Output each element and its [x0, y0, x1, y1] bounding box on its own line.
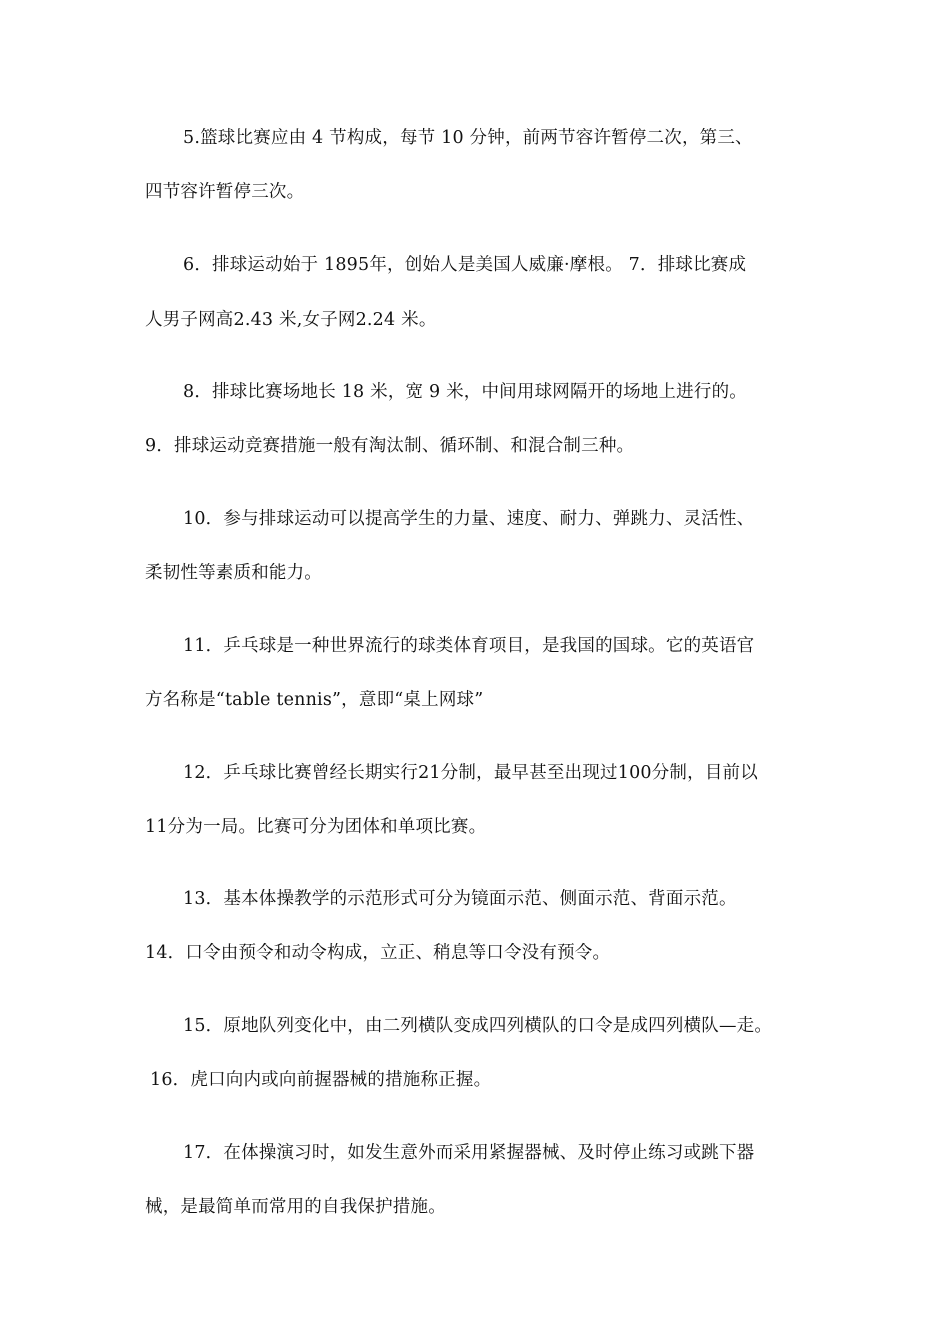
- text-line: 械，是最简单而常用的自我保护措施。: [145, 1197, 446, 1217]
- text-line: 11．乒乓球是一种世界流行的球类体育项目，是我国的国球。它的英语官: [183, 636, 755, 656]
- text-line: 柔韧性等素质和能力。: [145, 563, 322, 583]
- text-line: 15．原地队列变化中，由二列横队变成四列横队的口令是成四列横队—走。: [183, 1016, 773, 1036]
- text-line: 11分为一局。比赛可分为团体和单项比赛。: [145, 817, 487, 837]
- text-line: 6．排球运动始于 1895年，创始人是美国人威廉·摩根。 7．排球比赛成: [183, 255, 747, 275]
- text-line: 14．口令由预令和动令构成，立正、稍息等口令没有预令。: [145, 943, 611, 963]
- text-line: 16．虎口向内或向前握器械的措施称正握。: [150, 1070, 492, 1090]
- text-line: 13．基本体操教学的示范形式可分为镜面示范、侧面示范、背面示范。: [183, 889, 737, 909]
- text-line: 5.篮球比赛应由 4 节构成，每节 10 分钟，前两节容许暂停二次，第三、: [183, 128, 753, 148]
- text-line: 10．参与排球运动可以提高学生的力量、速度、耐力、弹跳力、灵活性、: [183, 509, 755, 529]
- text-line: 四节容许暂停三次。: [145, 182, 305, 202]
- text-line: 9．排球运动竞赛措施一般有淘汰制、循环制、和混合制三种。: [145, 436, 635, 456]
- text-line: 8．排球比赛场地长 18 米，宽 9 米，中间用球网隔开的场地上进行的。: [183, 382, 747, 402]
- text-line: 方名称是“table tennis”，意即“桌上网球”: [145, 690, 484, 710]
- text-line: 人男子网高2.43 米,女子网2.24 米。: [145, 310, 437, 330]
- text-line: 12．乒乓球比赛曾经长期实行21分制，最早甚至出现过100分制，目前以: [183, 763, 758, 783]
- text-line: 17．在体操演习时，如发生意外而采用紧握器械、及时停止练习或跳下器: [183, 1143, 755, 1163]
